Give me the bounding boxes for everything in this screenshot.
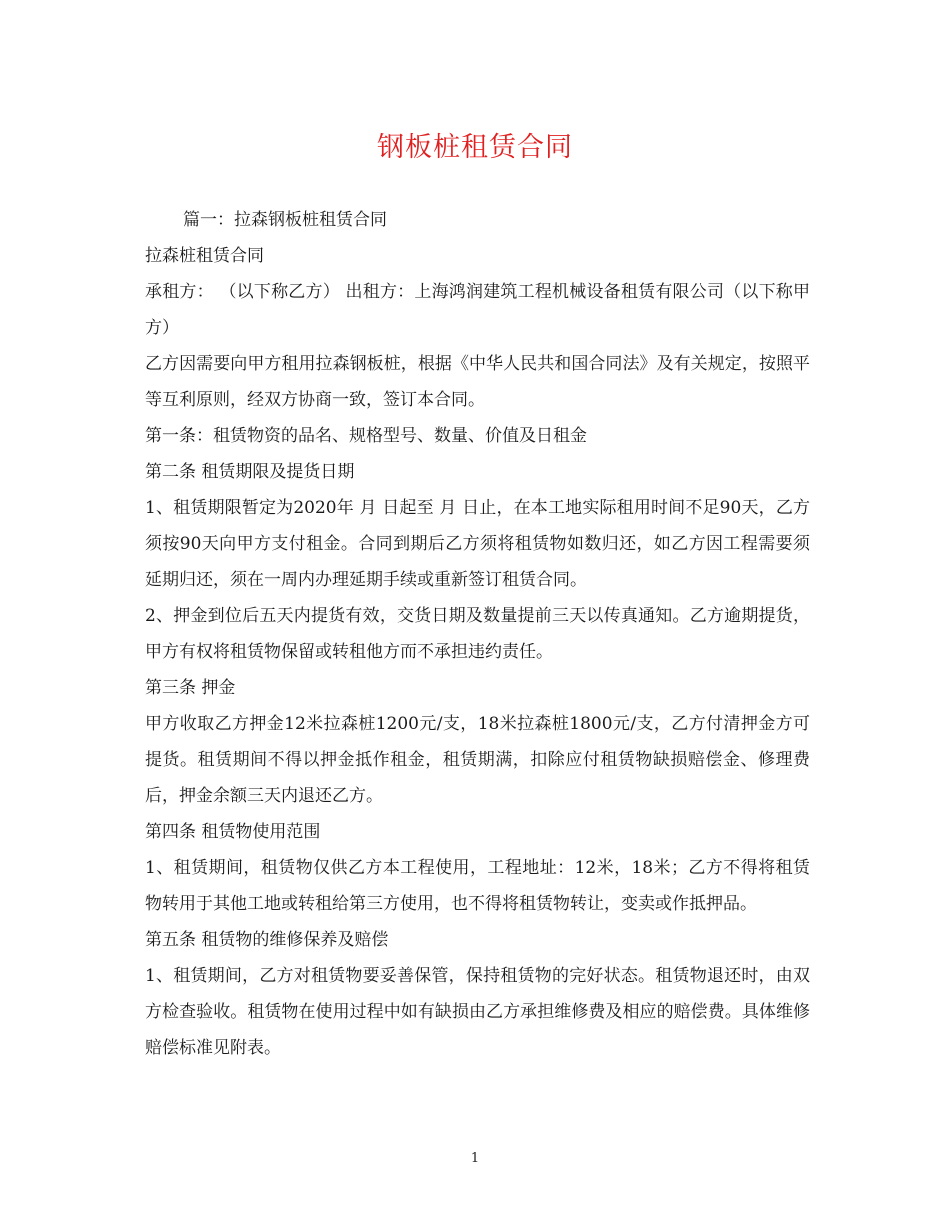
document-body bbox=[145, 202, 810, 1066]
paragraph-parties: 承租方： （以下称乙方） 出租方：上海鸿润建筑工程机械设备租赁有限公司（以下称甲方） bbox=[145, 282, 810, 338]
paragraph-article-4-clause-1: 1、租赁期间，租赁物仅供乙方本工程使用，工程地址：12米，18米；乙方不得将租赁物转用于其他工地或转租给第三方使用，也不得将租赁物转让，变卖或作抵押品。 bbox=[145, 858, 810, 914]
paragraph-article-2-clause-2: 2、押金到位后五天内提货有效，交货日期及数量提前三天以传真通知。乙方逾期提货，甲方有权将租赁物保留或转租他方而不承担违约责任。 bbox=[145, 606, 810, 662]
paragraph-article-2-clause-1: 1、租赁期限暂定为2020年 月 日起至 月 日止，在本工地实际租用时间不足90天，乙方须按90天向甲方支付租金。合同到期后乙方须将租赁物如数归还，如乙方因工程需要须延期归还，须在一周内办理延期手续或重新签订租赁合同。 bbox=[145, 498, 810, 590]
paragraph-article-5-clause-1: 1、租赁期间，乙方对租赁物要妥善保管，保持租赁物的完好状态。租赁物退还时，由双方检查验收。租赁物在使用过程中如有缺损由乙方承担维修费及相应的赔偿费。具体维修赔偿标准见附表。 bbox=[145, 966, 810, 1058]
paragraph-article-3-heading: 第三条 押金 bbox=[145, 678, 236, 698]
paragraph-article-4-heading: 第四条 租赁物使用范围 bbox=[145, 822, 321, 842]
paragraph-preamble: 乙方因需要向甲方租用拉森钢板桩，根据《中华人民共和国合同法》及有关规定，按照平等互利原则，经双方协商一致，签订本合同。 bbox=[145, 354, 810, 410]
paragraph-section-heading: 篇一：拉森钢板桩租赁合同 bbox=[183, 210, 387, 230]
paragraph-contract-name: 拉森桩租赁合同 bbox=[145, 246, 264, 266]
page-number: 1 bbox=[470, 1151, 480, 1166]
paragraph-article-2-heading: 第二条 租赁期限及提货日期 bbox=[145, 462, 355, 482]
document-title: 钢板桩租赁合同 bbox=[377, 132, 573, 163]
paragraph-article-3-body: 甲方收取乙方押金12米拉森桩1200元/支，18米拉森桩1800元/支，乙方付清押金方可提货。租赁期间不得以押金抵作租金，租赁期满，扣除应付租赁物缺损赔偿金、修理费后，押金余额三天内退还乙方。 bbox=[145, 714, 810, 806]
paragraph-article-5-heading: 第五条 租赁物的维修保养及赔偿 bbox=[145, 930, 389, 950]
paragraph-article-1: 第一条：租赁物资的品名、规格型号、数量、价值及日租金 bbox=[145, 426, 587, 446]
